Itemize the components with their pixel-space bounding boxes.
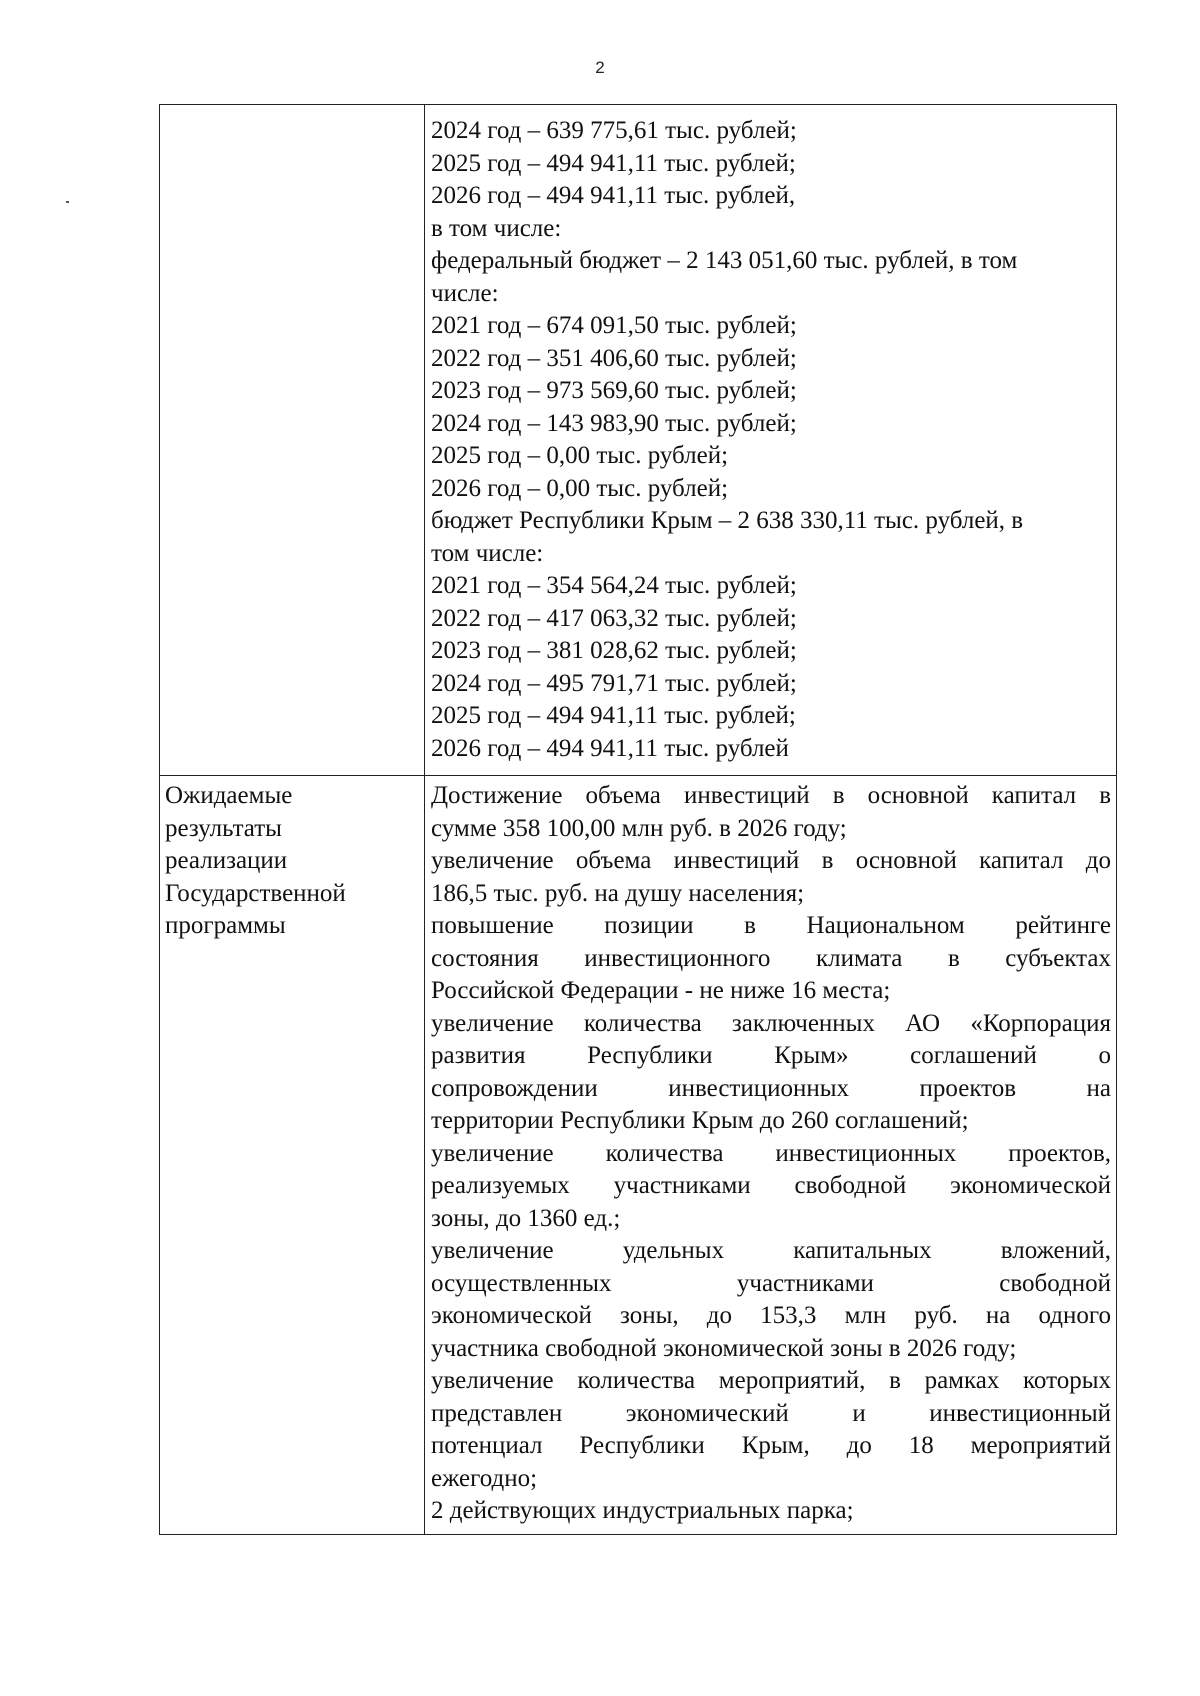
text-line: потенциал Республики Крым, до 18 мероприятий <box>431 1432 1111 1459</box>
text-line: 2 действующих индустриальных парка; <box>431 1497 854 1524</box>
text-line: сумме 358 100,00 млн руб. в 2026 году; <box>431 814 847 842</box>
scan-artifact-mark <box>66 201 69 203</box>
text-line: 2025 год – 494 941,11 тыс. рублей; <box>431 149 796 177</box>
text-line: 2026 год – 494 941,11 тыс. рублей, <box>431 182 796 209</box>
text-line: 2023 год – 381 028,62 тыс. рублей; <box>431 637 797 664</box>
page-number: 2 <box>595 58 605 77</box>
text-line: 2024 год – 495 791,71 тыс. рублей; <box>431 669 797 697</box>
text-line: участника свободной экономической зоны в 2026 году; <box>431 1334 1017 1362</box>
text-line: 2026 год – 0,00 тыс. рублей; <box>431 474 729 502</box>
text-line: увеличение удельных капитальных вложений, <box>431 1237 1111 1264</box>
text-line: 2022 год – 417 063,32 тыс. рублей; <box>431 604 797 632</box>
text-line: реализуемых участниками свободной экономической <box>431 1172 1111 1199</box>
text-line: сопровождении инвестиционных проектов на <box>431 1074 1111 1102</box>
financing-label <box>160 105 424 109</box>
text-line: Ожидаемые <box>165 782 293 809</box>
text-line: Российской Федерации - не ниже 16 места; <box>431 977 891 1004</box>
text-line: Государственной <box>165 879 346 907</box>
text-line: программы <box>165 912 286 939</box>
text-line: 2025 год – 0,00 тыс. рублей; <box>431 442 729 469</box>
text-line: числе: <box>431 279 499 307</box>
text-line: повышение позиции в Национальном рейтинге <box>431 912 1111 939</box>
text-line: состояния инвестиционного климата в субъектах <box>431 944 1111 972</box>
text-line: 2021 год – 674 091,50 тыс. рублей; <box>431 312 797 339</box>
text-line: том числе: <box>431 539 544 567</box>
text-line: увеличение количества мероприятий, в рамках которых <box>431 1367 1111 1394</box>
text-line: в том числе: <box>431 214 562 242</box>
expected-results-text <box>425 776 1116 1534</box>
table-cell-expected-results-label <box>160 776 425 1535</box>
text-line: Достижение объема инвестиций в основной капитал в <box>431 782 1111 809</box>
text-line: увеличение количества заключенных АО «Корпорация <box>431 1009 1111 1037</box>
expected-results-label <box>160 776 424 943</box>
text-line: федеральный бюджет – 2 143 051,60 тыс. рублей, в том <box>431 247 1018 274</box>
text-line: развития Республики Крым» соглашений о <box>431 1042 1111 1069</box>
text-line: 2026 год – 494 941,11 тыс. рублей <box>431 734 789 762</box>
table-cell-expected-results-values <box>425 776 1117 1535</box>
text-line: представлен экономический и инвестиционный <box>431 1399 1111 1427</box>
text-line: 2024 год – 639 775,61 тыс. рублей; <box>431 117 797 144</box>
table-row-expected-results <box>160 776 1117 1535</box>
table-row-financing <box>160 105 1117 776</box>
text-line: увеличение объема инвестиций в основной капитал до <box>431 847 1111 874</box>
text-line: экономической зоны, до 153,3 млн руб. на одного <box>431 1302 1111 1329</box>
text-line: 186,5 тыс. руб. на душу населения; <box>431 879 805 907</box>
financing-text <box>425 105 1116 775</box>
text-line: зоны, до 1360 ед.; <box>431 1204 621 1232</box>
text-line: 2025 год – 494 941,11 тыс. рублей; <box>431 702 796 729</box>
text-line: 2021 год – 354 564,24 тыс. рублей; <box>431 572 797 599</box>
text-line: реализации <box>165 847 288 874</box>
text-line: 2023 год – 973 569,60 тыс. рублей; <box>431 377 797 404</box>
text-line: территории Республики Крым до 260 соглашений; <box>431 1107 969 1134</box>
text-line: осуществленных участниками свободной <box>431 1269 1111 1297</box>
table-cell-financing-values <box>425 105 1117 776</box>
text-line: 2022 год – 351 406,60 тыс. рублей; <box>431 344 797 372</box>
text-line: 2024 год – 143 983,90 тыс. рублей; <box>431 409 797 437</box>
table-cell-label-empty <box>160 105 425 776</box>
text-line: бюджет Республики Крым – 2 638 330,11 тыс. рублей, в <box>431 507 1024 534</box>
text-line: увеличение количества инвестиционных проектов, <box>431 1139 1111 1167</box>
text-line: результаты <box>165 814 282 842</box>
text-line: ежегодно; <box>431 1464 538 1492</box>
program-passport-table <box>159 104 1117 1535</box>
